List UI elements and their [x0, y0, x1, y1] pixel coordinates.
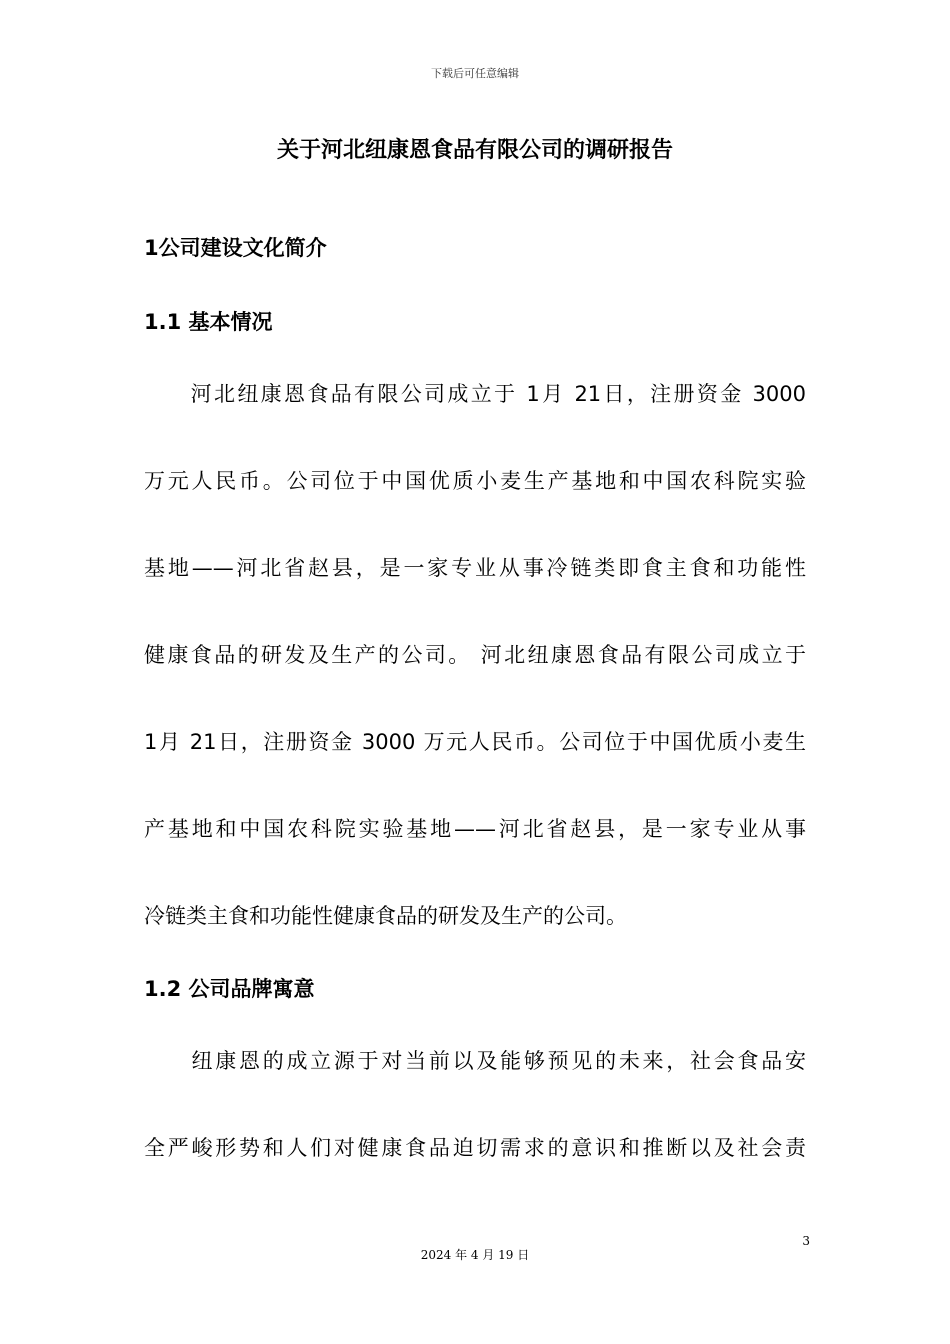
- section-heading-1-2: 1.2 公司品牌寓意: [144, 977, 315, 1001]
- paragraph-basic-info: [144, 351, 806, 960]
- paragraph-line: 纽康恩的成立源于对当前以及能够预见的未来，社会食品安: [144, 1049, 806, 1073]
- document-title: 关于河北纽康恩食品有限公司的调研报告: [276, 138, 673, 163]
- section-heading-1: 1公司建设文化简介: [144, 236, 327, 260]
- paragraph-line: 万元人民币。公司位于中国优质小麦生产基地和中国农科院实验: [144, 469, 806, 493]
- page-header: 下载后可任意编辑: [431, 67, 519, 80]
- section-heading-1-1: 1.1 基本情况: [144, 310, 273, 334]
- paragraph-line: 健康食品的研发及生产的公司。 河北纽康恩食品有限公司成立于: [144, 643, 806, 667]
- paragraph-line: 产基地和中国农科院实验基地——河北省赵县，是一家专业从事: [144, 817, 806, 841]
- paragraph-line: 基地——河北省赵县，是一家专业从事冷链类即食主食和功能性: [144, 556, 806, 580]
- paragraph-line: 全严峻形势和人们对健康食品迫切需求的意识和推断以及社会责: [144, 1136, 806, 1160]
- page-number: 3: [802, 1234, 810, 1248]
- paragraph-brand-meaning: [144, 1018, 806, 1192]
- paragraph-line: 1月 21日，注册资金 3000 万元人民币。公司位于中国优质小麦生: [144, 730, 806, 754]
- paragraph-line: 河北纽康恩食品有限公司成立于 1月 21日，注册资金 3000: [144, 382, 806, 406]
- page-footer-date: 2024 年 4 月 19 日: [420, 1248, 530, 1262]
- paragraph-line: 冷链类主食和功能性健康食品的研发及生产的公司。: [144, 904, 627, 928]
